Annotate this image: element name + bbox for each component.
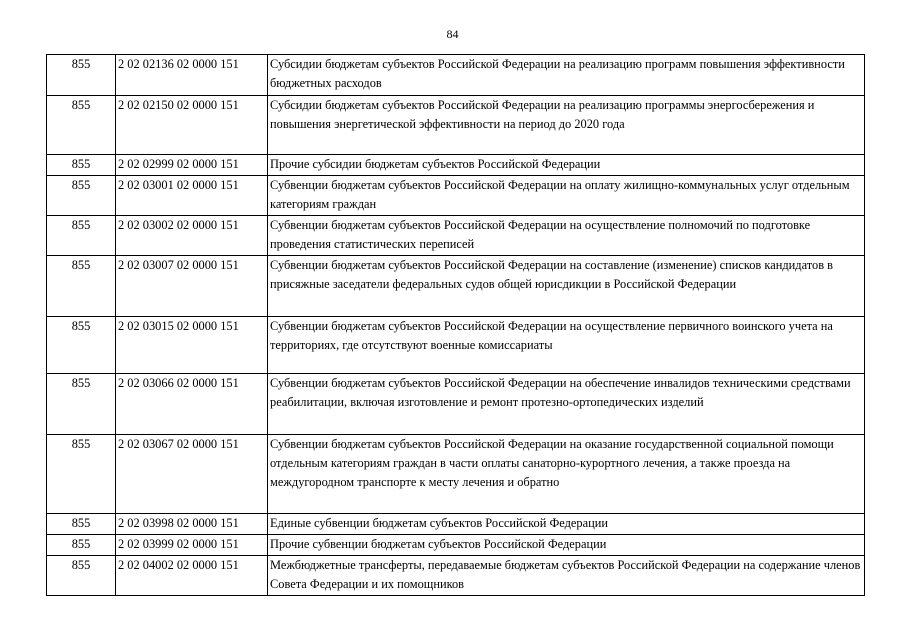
admin-code-cell: 855 [47, 176, 116, 216]
table-row [47, 535, 865, 556]
revenue-name-cell: Субсидии бюджетам субъектов Российской Федерации на реализацию программы энергосбережения и повышения энергетической эффективности на период до 2020 года [268, 96, 865, 155]
table-row [47, 435, 865, 514]
revenue-name-cell: Единые субвенции бюджетам субъектов Российской Федерации [268, 514, 865, 535]
admin-code-cell: 855 [47, 317, 116, 374]
classification-code-cell: 2 02 02999 02 0000 151 [116, 155, 268, 176]
revenue-name-cell: Прочие субвенции бюджетам субъектов Российской Федерации [268, 535, 865, 556]
admin-code-cell: 855 [47, 216, 116, 256]
admin-code-cell: 855 [47, 55, 116, 96]
revenue-name-cell: Субвенции бюджетам субъектов Российской Федерации на оказание государственной социальной помощи отдельным категориям граждан в части оплаты санаторно-курортного лечения, а также проезда на междугородном транспорте к месту лечения и обратно [268, 435, 865, 514]
classification-code-cell: 2 02 03999 02 0000 151 [116, 535, 268, 556]
revenue-name-cell: Субвенции бюджетам субъектов Российской Федерации на оплату жилищно-коммунальных услуг отдельным категориям граждан [268, 176, 865, 216]
classification-code-cell: 2 02 02150 02 0000 151 [116, 96, 268, 155]
table-row [47, 317, 865, 374]
admin-code-cell: 855 [47, 514, 116, 535]
classification-code-cell: 2 02 03067 02 0000 151 [116, 435, 268, 514]
revenue-name-cell: Субсидии бюджетам субъектов Российской Федерации на реализацию программ повышения эффективности бюджетных расходов [268, 55, 865, 96]
table-row [47, 216, 865, 256]
admin-code-cell: 855 [47, 256, 116, 317]
revenue-name-cell: Субвенции бюджетам субъектов Российской Федерации на осуществление первичного воинского учета на территориях, где отсутствуют военные комиссариаты [268, 317, 865, 374]
table-row [47, 55, 865, 96]
revenue-name-cell: Межбюджетные трансферты, передаваемые бюджетам субъектов Российской Федерации на содержание членов Совета Федерации и их помощников [268, 556, 865, 596]
table-row [47, 556, 865, 596]
classification-code-cell: 2 02 03002 02 0000 151 [116, 216, 268, 256]
admin-code-cell: 855 [47, 155, 116, 176]
revenue-name-cell: Субвенции бюджетам субъектов Российской Федерации на обеспечение инвалидов техническими средствами реабилитации, включая изготовление и ремонт протезно-ортопедических изделий [268, 374, 865, 435]
classification-code-cell: 2 02 03998 02 0000 151 [116, 514, 268, 535]
admin-code-cell: 855 [47, 535, 116, 556]
classification-code-cell: 2 02 02136 02 0000 151 [116, 55, 268, 96]
admin-code-cell: 855 [47, 435, 116, 514]
admin-code-cell: 855 [47, 374, 116, 435]
classification-code-cell: 2 02 03001 02 0000 151 [116, 176, 268, 216]
page-number: 84 [446, 27, 459, 41]
table-row [47, 155, 865, 176]
table-row [47, 374, 865, 435]
revenue-name-cell: Субвенции бюджетам субъектов Российской Федерации на составление (изменение) списков кандидатов в присяжные заседатели федеральных судов общей юрисдикции в Российской Федерации [268, 256, 865, 317]
budget-classification-table [46, 54, 865, 596]
table-row [47, 514, 865, 535]
admin-code-cell: 855 [47, 96, 116, 155]
revenue-name-cell: Прочие субсидии бюджетам субъектов Российской Федерации [268, 155, 865, 176]
classification-code-cell: 2 02 04002 02 0000 151 [116, 556, 268, 596]
revenue-name-cell: Субвенции бюджетам субъектов Российской Федерации на осуществление полномочий по подготовке проведения статистических переписей [268, 216, 865, 256]
table-row [47, 96, 865, 155]
table-row [47, 176, 865, 216]
admin-code-cell: 855 [47, 556, 116, 596]
classification-code-cell: 2 02 03007 02 0000 151 [116, 256, 268, 317]
classification-code-cell: 2 02 03015 02 0000 151 [116, 317, 268, 374]
classification-code-cell: 2 02 03066 02 0000 151 [116, 374, 268, 435]
table-row [47, 256, 865, 317]
